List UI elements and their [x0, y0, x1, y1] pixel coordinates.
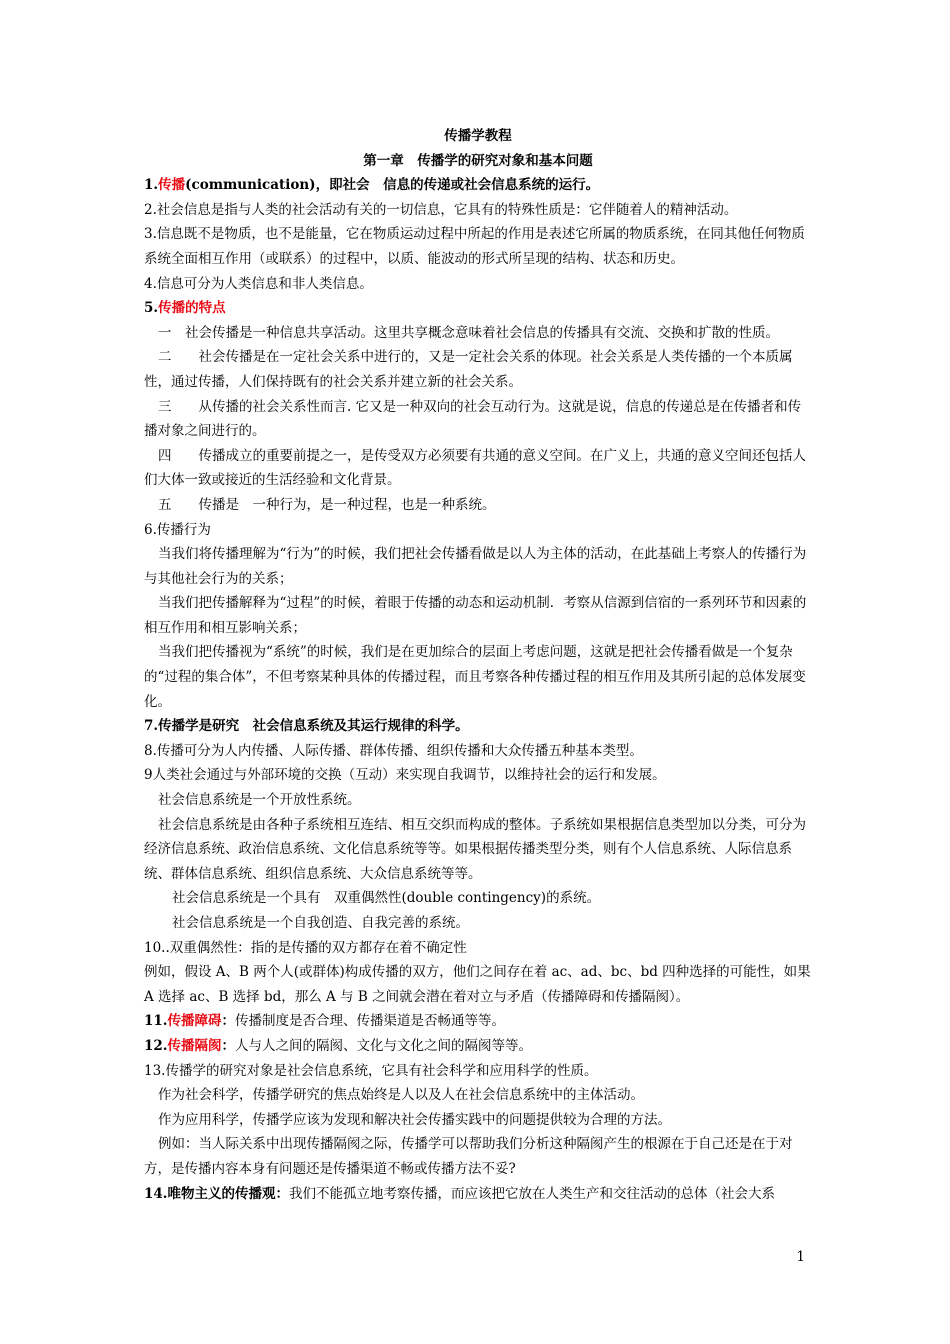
paragraph-text: 人与人之间的隔阂、文化与文化之间的隔阂等等。 [235, 1037, 532, 1054]
paragraph-9a: 社会信息系统是一个开放性系统。 [158, 792, 361, 809]
chapter-heading: 第一章 传播学的研究对象和基本问题 [363, 152, 593, 169]
item-number: 11. [144, 1013, 168, 1030]
feature-2: 二 社会传播是在一定社会关系中进行的，又是一定社会关系的体现。社会关系是人类传播的一个本质属性，通过传播，人们保持既有的社会关系并建立新的社会关系。 [144, 349, 793, 390]
paragraph-14 [144, 1182, 812, 1207]
highlight-term: 传播 [158, 177, 186, 194]
paragraph-11 [144, 1009, 812, 1034]
feature-1: 一 社会传播是一种信息共享活动。这里共享概念意味着社会信息的传播具有交流、交换和扩散的性质。 [158, 324, 779, 341]
paragraph-12 [144, 1034, 812, 1059]
highlight-term: 传播的特点 [158, 300, 226, 317]
paragraph-13b: 作为应用科学，传播学应该为发现和解决社会传播实践中的问题提供较为合理的方法。 [158, 1111, 671, 1128]
feature-5: 五 传播是 一种行为，是一种过程，也是一种系统。 [158, 496, 496, 513]
paragraph-9c: 社会信息系统是一个具有 双重偶然性(double contingency)的系统。 [172, 890, 601, 907]
term-colon: ： [221, 1013, 235, 1030]
paragraph-3: 3.信息既不是物质，也不是能量，它在物质运动过程中所起的作用是表述它所属的物质系统，在同其他任何物质系统全面相互作用（或联系）的过程中，以质、能波动的形式所呈现的结构、状态和历史。 [144, 226, 805, 267]
bold-term: 14.唯物主义的传播观： [144, 1185, 289, 1202]
highlight-term: 传播隔阂 [167, 1037, 222, 1054]
item-number: 5. [144, 300, 159, 317]
paragraph-7: 7.传播学是研究 社会信息系统及其运行规律的科学。 [144, 718, 469, 735]
document-body [144, 124, 812, 1206]
paragraph-text: (communication)，即社会 信息的传递或社会信息系统的运行。 [185, 177, 600, 194]
item-number: 12. [144, 1037, 168, 1054]
paragraph-13: 13.传播学的研究对象是社会信息系统，它具有社会科学和应用科学的性质。 [144, 1062, 598, 1079]
paragraph-6a: 当我们将传播理解为“行为”的时候，我们把社会传播看做是以人为主体的活动，在此基础上考察人的传播行为与其他社会行为的关系； [144, 546, 807, 587]
paragraph-6b: 当我们把传播解释为“过程”的时候，着眼于传播的动态和运动机制．考察从信源到信宿的一系列环节和因素的相互作用和相互影响关系； [144, 595, 807, 636]
paragraph-13c: 例如：当人际关系中出现传播隔阂之际，传播学可以帮助我们分析这种隔阂产生的根源在于自己还是在于对方，是传播内容本身有问题还是传播渠道不畅或传播方法不妥? [144, 1136, 793, 1177]
term-colon: ： [221, 1037, 235, 1054]
paragraph-1 [144, 173, 812, 198]
paragraph-10a: 例如，假设 A、B 两个人(或群体)构成传播的双方，他们之间存在着 ac、ad、bc、bd 四种选择的可能性，如果 A 选择 ac、B 选择 bd，那么 A 与 B 之间就会潜在着对立与矛盾（传播障碍和传播隔阂）。 [144, 964, 811, 1005]
item-number: 1. [144, 177, 159, 194]
paragraph-10: 10..双重偶然性：指的是传播的双方都存在着不确定性 [144, 939, 467, 956]
paragraph-6: 6.传播行为 [144, 521, 211, 538]
paragraph-6c: 当我们把传播视为“系统”的时候，我们是在更加综合的层面上考虑问题，这就是把社会传播看做是一个复杂的“过程的集合体”，不但考察某种具体的传播过程，而且考察各种传播过程的相互作用及其所引起的总体发展变化。 [144, 644, 806, 710]
paragraph-text: 我们不能孤立地考察传播，而应该把它放在人类生产和交往活动的总体（社会大系 [289, 1185, 775, 1202]
paragraph-13a: 作为社会科学，传播学研究的焦点始终是人以及人在社会信息系统中的主体活动。 [158, 1087, 644, 1104]
paragraph-2: 2.社会信息是指与人类的社会活动有关的一切信息，它具有的特殊性质是：它伴随着人的精神活动。 [144, 201, 738, 218]
page-number: 1 [796, 1249, 805, 1265]
paragraph-9d: 社会信息系统是一个自我创造、自我完善的系统。 [172, 915, 469, 931]
paragraph-5 [144, 296, 812, 321]
highlight-term: 传播障碍 [167, 1013, 222, 1030]
paragraph-text: 传播制度是否合理、传播渠道是否畅通等等。 [235, 1013, 505, 1030]
paragraph-9b: 社会信息系统是由各种子系统相互连结、相互交织而构成的整体。子系统如果根据信息类型加以分类，可分为经济信息系统、政治信息系统、文化信息系统等等。如果根据传播类型分类，则有个人信息系统、人际信息系统、群体信息系统、组织信息系统、大众信息系统等等。 [144, 816, 806, 882]
paragraph-8: 8.传播可分为人内传播、人际传播、群体传播、组织传播和大众传播五种基本类型。 [144, 742, 643, 759]
paragraph-9: 9人类社会通过与外部环境的交换（互动）来实现自我调节，以维持社会的运行和发展。 [144, 767, 666, 784]
feature-3: 三 从传播的社会关系性而言. 它又是一种双向的社会互动行为。这就是说，信息的传递总是在传播者和传播对象之间进行的。 [144, 398, 802, 440]
document-title: 传播学教程 [444, 128, 512, 144]
paragraph-4: 4.信息可分为人类信息和非人类信息。 [144, 275, 373, 292]
feature-4: 四 传播成立的重要前提之一，是传受双方必须要有共通的意义空间。在广义上，共通的意义空间还包括人们大体一致或接近的生活经验和文化背景。 [144, 447, 806, 489]
